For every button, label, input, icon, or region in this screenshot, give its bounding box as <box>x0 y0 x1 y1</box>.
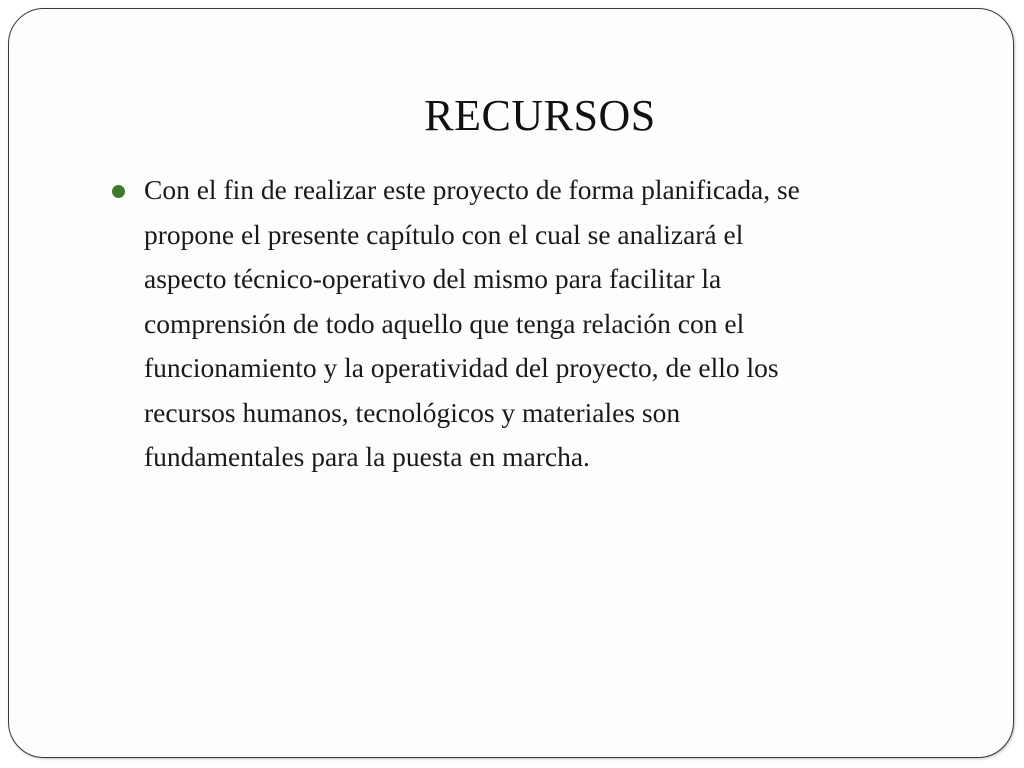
bullet-item <box>112 168 942 480</box>
slide-body <box>112 168 942 480</box>
slide-title: RECURSOS <box>424 91 656 140</box>
bullet-text: Con el fin de realizar este proyecto de forma planificada, se propone el presente capítulo con el cual se analizará el aspecto técnico-operativo del mismo para facilitar la comprensión de todo aquello que tenga relación con el funcionamiento y la operatividad del proyecto, de ello los recursos humanos, tecnológicos y materiales son fundamentales para la puesta en marcha. <box>144 174 800 472</box>
bullet-dot-icon <box>112 185 125 198</box>
